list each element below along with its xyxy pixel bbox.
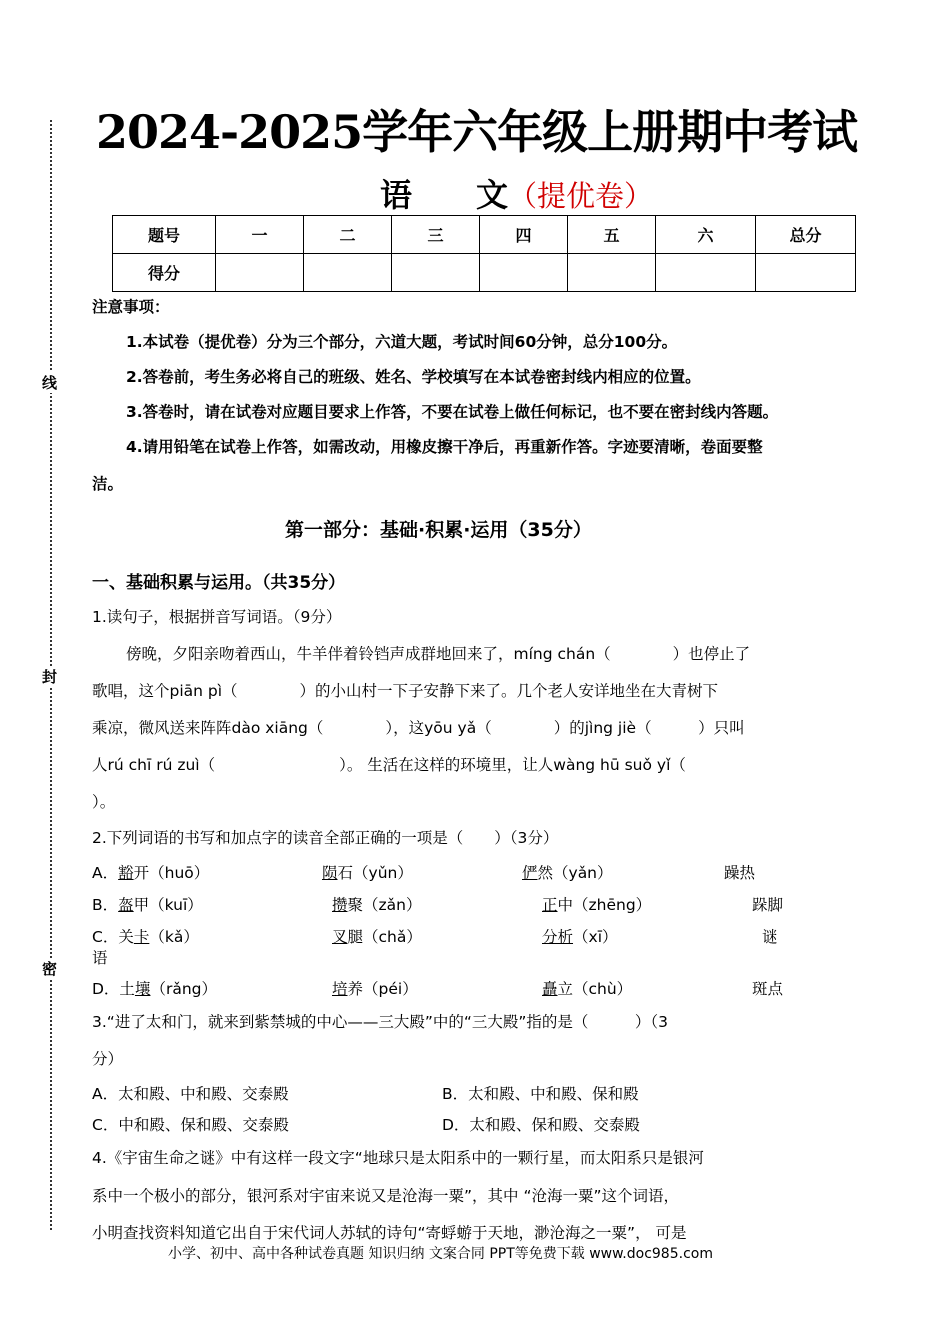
note: 3.答卷时，请在试卷对应题目要求上作答，不要在试卷上做任何标记，也不要在密封线内答题。 bbox=[126, 403, 779, 421]
score-table bbox=[112, 215, 856, 292]
score-cell[interactable] bbox=[216, 254, 304, 292]
word: 中（zhēng） bbox=[557, 896, 652, 914]
subject: 语 文 bbox=[380, 176, 509, 214]
marked-char: 俨 bbox=[522, 864, 538, 882]
header-cell: 四 bbox=[480, 216, 568, 254]
word-item bbox=[322, 925, 422, 947]
marked-char: 卡 bbox=[133, 928, 150, 946]
part-heading: 第一部分：基础·积累·运用（35分） bbox=[285, 519, 592, 541]
header-cell: 总分 bbox=[756, 216, 856, 254]
word: 养（péi） bbox=[347, 980, 418, 998]
option: A．太和殿、中和殿、交泰殿 bbox=[92, 1085, 289, 1103]
note: 2.答卷前，考生务必将自己的班级、姓名、学校填写在本试卷密封线内相应的位置。 bbox=[126, 368, 701, 386]
header-cell: 题号 bbox=[113, 216, 216, 254]
option-letter: D．土 bbox=[92, 980, 135, 998]
score-cell[interactable] bbox=[756, 254, 856, 292]
word: 开（huō） bbox=[133, 864, 210, 882]
subject-title bbox=[380, 170, 653, 216]
word-item bbox=[522, 861, 613, 883]
marked-char: 分析 bbox=[542, 928, 574, 946]
word: 斑点 bbox=[752, 980, 784, 998]
option-letter: B． bbox=[92, 896, 119, 914]
header-cell: 六 bbox=[656, 216, 756, 254]
footer: 小学、初中、高中各种试卷真题 知识归纳 文案合同 PPT等免费下载 www.doc985.com bbox=[168, 1246, 713, 1262]
passage-line: 傍晚，夕阳亲吻着西山，牛羊伴着铃铛声成群地回来了，míng chán（ ）也停止了 bbox=[126, 645, 751, 663]
header-cell: 五 bbox=[568, 216, 656, 254]
score-cell[interactable] bbox=[392, 254, 480, 292]
option-d bbox=[92, 977, 217, 999]
word-item bbox=[542, 977, 632, 999]
margin-label: 封 bbox=[42, 668, 58, 686]
question-stem: 分） bbox=[92, 1050, 124, 1068]
header-cell: 一 bbox=[216, 216, 304, 254]
notes-title: 注意事项： bbox=[92, 298, 170, 316]
word-item bbox=[332, 977, 418, 999]
passage-line: 系中一个极小的部分，银河系对宇宙来说又是沧海一粟”，其中 “沧海一粟”这个词语， bbox=[92, 1187, 680, 1205]
section-heading: 一、基础积累与运用。（共35分） bbox=[92, 573, 346, 593]
word: （rǎng） bbox=[150, 980, 217, 998]
word: 跺脚 bbox=[752, 896, 784, 914]
marked-char: 盔 bbox=[118, 896, 134, 914]
header-cell: 三 bbox=[392, 216, 480, 254]
score-cell[interactable] bbox=[480, 254, 568, 292]
marked-char: 壤 bbox=[134, 980, 151, 998]
word: 腿（chǎ） bbox=[347, 928, 422, 946]
marked-char: 陨 bbox=[322, 864, 338, 882]
option-letter: C．关 bbox=[92, 928, 134, 946]
marked-char: 正 bbox=[542, 896, 558, 914]
word: 躁热 bbox=[724, 864, 756, 882]
header-cell: 二 bbox=[304, 216, 392, 254]
marked-char: 叉 bbox=[332, 928, 348, 946]
passage-line: ）。 bbox=[92, 793, 116, 811]
option-b bbox=[92, 893, 203, 915]
word: 立（chù） bbox=[557, 980, 633, 998]
option: D．太和殿、保和殿、交泰殿 bbox=[442, 1116, 640, 1134]
margin-label: 密 bbox=[42, 960, 58, 978]
option-letter: A． bbox=[92, 864, 119, 882]
exam-title: 2024-2025学年六年级上册期中考试 bbox=[96, 105, 858, 159]
marked-char: 培 bbox=[332, 980, 348, 998]
passage-line: 小明查找资料知道它出自于宋代词人苏轼的诗句“寄蜉蝣于天地，渺沧海之一粟”， 可是 bbox=[92, 1224, 687, 1242]
word-item bbox=[332, 893, 421, 915]
note: 4.请用铅笔在试卷上作答，如需改动，用橡皮擦干净后，再重新作答。字迹要清晰，卷面要整 bbox=[126, 438, 763, 456]
question-stem: 2.下列词语的书写和加点字的读音全部正确的一项是（ ）（3分） bbox=[92, 829, 559, 847]
word: 谜 bbox=[762, 928, 778, 946]
word: （xī） bbox=[573, 928, 618, 946]
passage-line: 4.《宇宙生命之谜》中有这样一段文字“地球只是太阳系中的一颗行星，而太阳系只是银河 bbox=[92, 1149, 704, 1167]
word: （kǎ） bbox=[149, 928, 199, 946]
word-item bbox=[542, 925, 618, 947]
word-item bbox=[542, 893, 651, 915]
word-item bbox=[322, 861, 413, 883]
passage-line: 乘凉，微风送来阵阵dào xiāng（ ），这yōu yǎ（ ）的jìng jiè（ ）只叫 bbox=[92, 719, 745, 737]
note: 洁。 bbox=[92, 475, 124, 493]
word: 然（yǎn） bbox=[537, 864, 613, 882]
score-cell[interactable] bbox=[304, 254, 392, 292]
passage-line: 人rú chī rú zuì（ ）。 生活在这样的环境里，让人wàng hū suǒ yǐ（ bbox=[92, 756, 686, 774]
word-wrap: 语 bbox=[92, 949, 108, 967]
note: 1.本试卷（提优卷）分为三个部分，六道大题，考试时间60分钟，总分100分。 bbox=[126, 333, 678, 351]
option: B．太和殿、中和殿、保和殿 bbox=[442, 1085, 639, 1103]
score-cell[interactable] bbox=[656, 254, 756, 292]
option-a bbox=[92, 861, 209, 883]
marked-char: 矗 bbox=[542, 980, 558, 998]
score-cell[interactable] bbox=[568, 254, 656, 292]
subject-note: （提优卷） bbox=[508, 179, 654, 213]
word: 石（yǔn） bbox=[337, 864, 413, 882]
marked-char: 攒 bbox=[332, 896, 348, 914]
row-label: 得分 bbox=[113, 254, 216, 292]
word: 聚（zǎn） bbox=[347, 896, 422, 914]
question-stem: 1.读句子，根据拼音写词语。（9分） bbox=[92, 608, 342, 626]
passage-line: 歌唱，这个piān pì（ ）的小山村一下子安静下来了。几个老人安详地坐在大青树下 bbox=[92, 682, 719, 700]
word: 甲（kuī） bbox=[133, 896, 203, 914]
question-stem: 3.“进了太和门，就来到紫禁城的中心——三大殿”中的“三大殿”指的是（ ）（3 bbox=[92, 1013, 669, 1031]
margin-label: 线 bbox=[42, 374, 58, 392]
option-c bbox=[92, 925, 199, 947]
marked-char: 豁 bbox=[118, 864, 134, 882]
option: C．中和殿、保和殿、交泰殿 bbox=[92, 1116, 289, 1134]
